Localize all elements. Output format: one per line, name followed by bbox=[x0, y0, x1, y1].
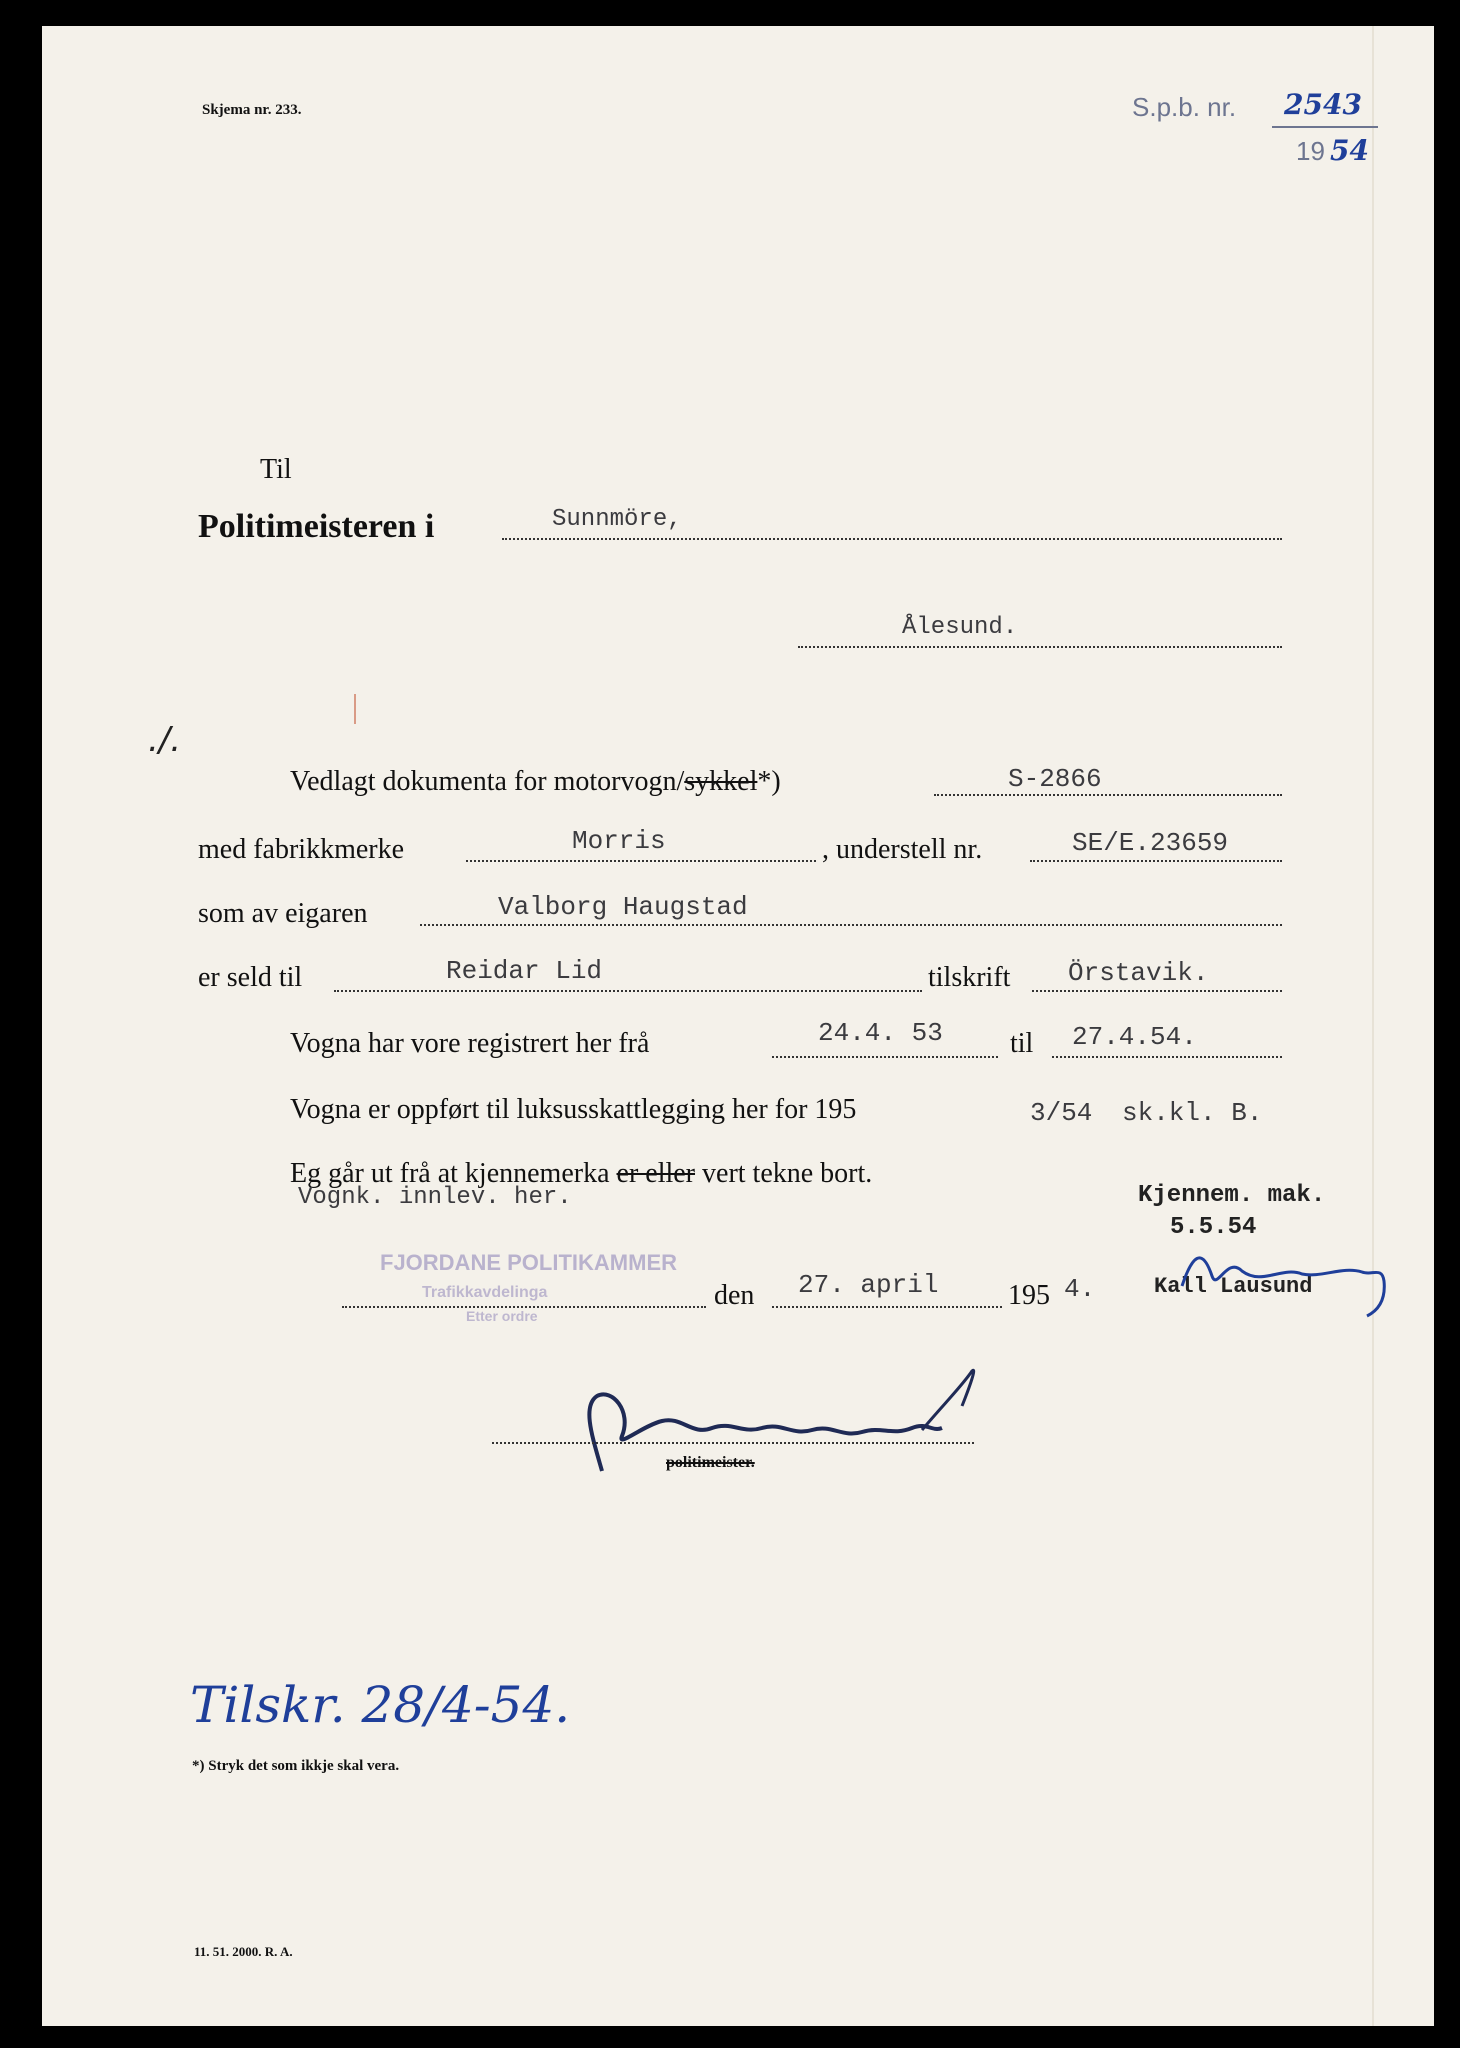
handwritten-note: Tilskr. 28/4-54. bbox=[190, 1676, 571, 1734]
buyer-address-line bbox=[1032, 990, 1282, 992]
address-label: tilskrift bbox=[928, 962, 1011, 993]
document-page bbox=[42, 26, 1434, 2026]
chassis-label: , understell nr. bbox=[822, 834, 983, 865]
district-value: Sunnmöre, bbox=[552, 506, 682, 533]
owner-label: som av eigaren bbox=[198, 898, 368, 929]
owner-value: Valborg Haugstad bbox=[498, 892, 748, 922]
make-line bbox=[466, 860, 816, 862]
address-to: Til bbox=[260, 454, 292, 485]
enclosure-mark: ./. bbox=[148, 720, 182, 760]
tax-label: Vogna er oppført til luksusskattlegging her for 195 bbox=[290, 1094, 857, 1125]
form-number: Skjema nr. 233. bbox=[202, 102, 302, 118]
chassis-line bbox=[1030, 860, 1282, 862]
side-note-signature bbox=[1172, 1236, 1412, 1316]
side-note-plates: Kjennem. mak. bbox=[1138, 1182, 1326, 1209]
signature-line bbox=[492, 1442, 974, 1444]
make-value: Morris bbox=[572, 826, 666, 856]
date-line bbox=[772, 1306, 1002, 1308]
side-note-name: Kall Lausund bbox=[1154, 1274, 1313, 1299]
footnote-marker: *) bbox=[757, 766, 781, 797]
footnote-text: *) Stryk det som ikkje skal vera. bbox=[192, 1758, 400, 1774]
registered-from-value: 24.4. 53 bbox=[818, 1018, 943, 1048]
city-value: Ålesund. bbox=[902, 614, 1018, 641]
case-number-label: S.p.b. nr. bbox=[1132, 92, 1237, 122]
vehicle-label: Vedlagt dokumenta for motorvogn/ bbox=[290, 766, 685, 797]
struck-word-sykkel: sykkel bbox=[684, 766, 758, 797]
case-number: 2543 bbox=[1284, 88, 1362, 121]
make-label: med fabrikkmerke bbox=[198, 834, 405, 865]
stamp-line-2: Trafikkavdelinga bbox=[422, 1284, 548, 1301]
registered-to-label: til bbox=[1010, 1028, 1034, 1059]
date-den-label: den bbox=[714, 1280, 755, 1311]
case-year-prefix: 19 bbox=[1296, 136, 1325, 166]
tax-year-value: 3/54 bbox=[1030, 1098, 1093, 1128]
fold-line bbox=[1372, 26, 1374, 2026]
owner-line bbox=[420, 924, 1282, 926]
date-value: 27. april bbox=[798, 1270, 939, 1300]
buyer-value: Reidar Lid bbox=[446, 956, 603, 986]
pencil-tick bbox=[354, 694, 356, 724]
buyer-address-value: Örstavik. bbox=[1068, 958, 1209, 988]
date-year-prefix: 195 bbox=[1008, 1280, 1050, 1311]
district-line bbox=[502, 538, 1282, 540]
stamp-line-1: FJORDANE POLITIKAMMER bbox=[380, 1250, 677, 1275]
registered-from-line bbox=[772, 1056, 998, 1058]
struck-words: er eller bbox=[616, 1158, 696, 1189]
buyer-line bbox=[334, 990, 922, 992]
case-year-suffix: 54 bbox=[1330, 134, 1369, 167]
reg-number-value: S-2866 bbox=[1008, 764, 1102, 794]
print-code: 11. 51. 2000. R. A. bbox=[194, 1944, 293, 1959]
signature-title: politimeister. bbox=[666, 1454, 755, 1471]
place-line bbox=[342, 1306, 706, 1308]
case-number-line bbox=[1272, 126, 1378, 128]
date-year-suffix: 4. bbox=[1064, 1274, 1096, 1304]
typed-note: Vognk. innlev. her. bbox=[298, 1184, 572, 1211]
buyer-label: er seld til bbox=[198, 962, 303, 993]
chassis-value: SE/E.23659 bbox=[1072, 828, 1229, 858]
line-vehicle bbox=[290, 766, 781, 798]
plates-suffix: vert tekne bort. bbox=[702, 1158, 873, 1189]
stamp-line-3: Etter ordre bbox=[466, 1308, 538, 1324]
registered-to-value: 27.4.54. bbox=[1072, 1022, 1197, 1052]
plates-label: Eg går ut frå at kjennemerka bbox=[290, 1158, 610, 1189]
city-line bbox=[798, 646, 1282, 648]
address-recipient: Politimeisteren i bbox=[198, 508, 435, 545]
tax-class-value: sk.kl. B. bbox=[1122, 1098, 1263, 1128]
side-note-date: 5.5.54 bbox=[1170, 1214, 1257, 1241]
reg-number-line bbox=[934, 794, 1282, 796]
registered-to-line bbox=[1052, 1056, 1282, 1058]
police-chief-signature bbox=[522, 1366, 1042, 1486]
registered-label: Vogna har vore registrert her frå bbox=[290, 1028, 650, 1059]
